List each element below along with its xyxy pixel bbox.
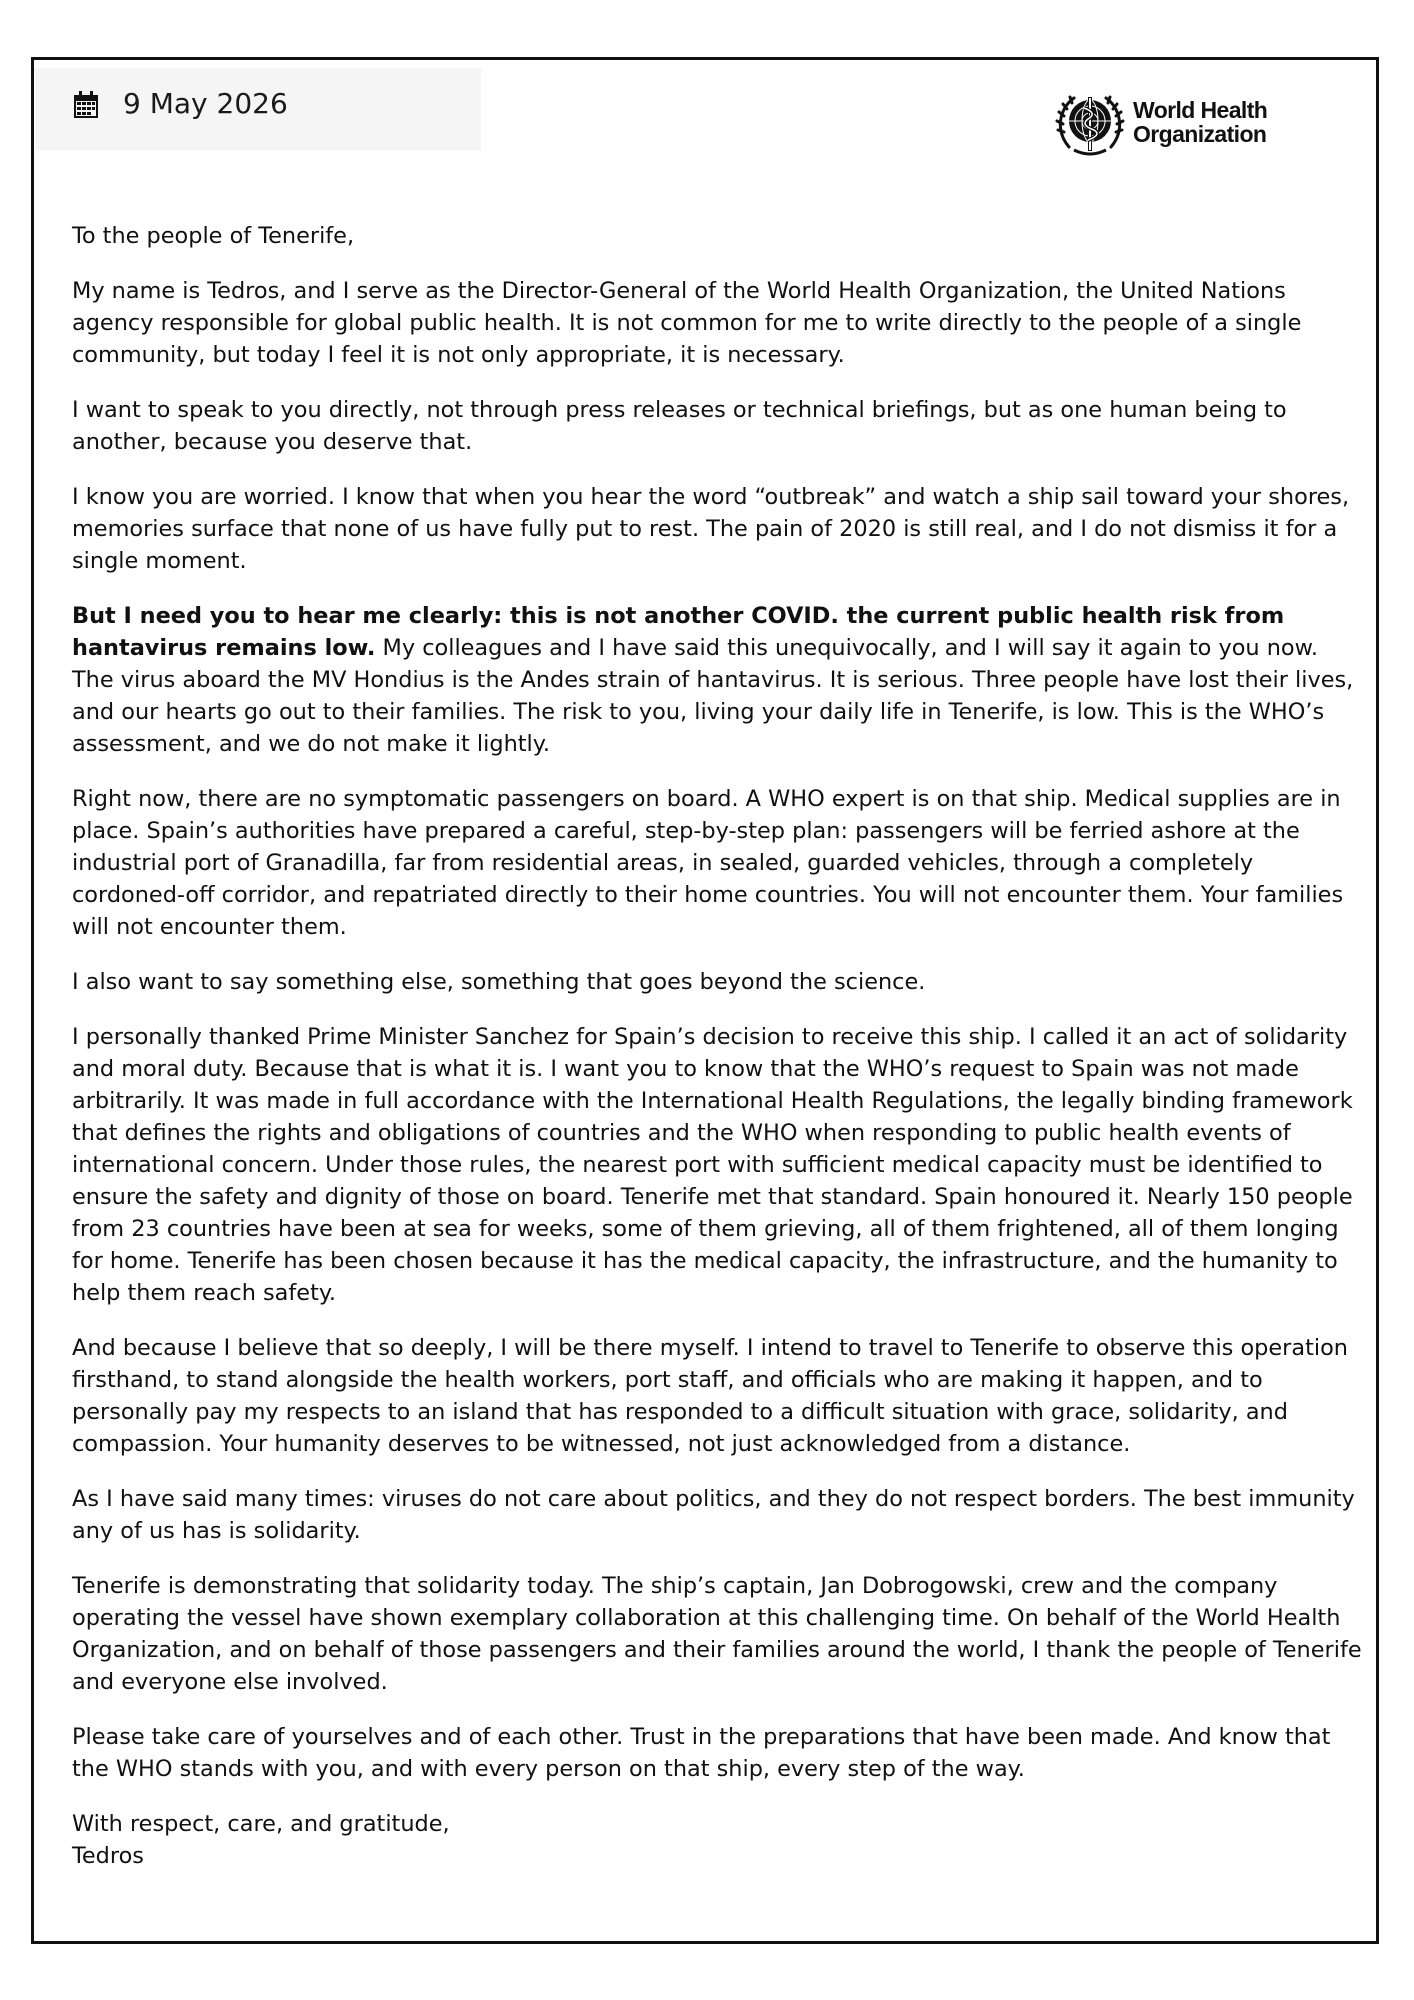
letter-body xyxy=(72,220,1362,1872)
who-wordmark-line1: World Health xyxy=(1133,97,1268,123)
paragraph-key-message xyxy=(72,600,1362,760)
paragraph: Tenerife is demonstrating that solidarity today. The ship’s captain, Jan Dobrogowski, crew and the company operating the vessel have shown exemplary collaboration at this challenging time. On behalf of the World Health Organization, and on behalf of those passengers and their families around the world, I thank the people of Tenerife and everyone else involved. xyxy=(72,1573,1362,1695)
paragraph: Right now, there are no symptomatic passengers on board. A WHO expert is on that ship. Medical supplies are in place. Spain’s authorities have prepared a careful, step-by-step plan: passengers will be ferried ashore at the industrial port of Granadilla, far from residential areas, in sealed, guarded vehicles, through a completely cordoned-off corridor, and repatriated directly to their home countries. You will not encounter them. Your families will not encounter them. xyxy=(72,786,1344,940)
paragraph: As I have said many times: viruses do not care about politics, and they do not respect borders. The best immunity any of us has is solidarity. xyxy=(72,1486,1355,1544)
salutation: To the people of Tenerife, xyxy=(72,223,355,249)
key-message-bold: But I need you to hear me clearly: this is not another COVID. the current public health risk from hantavirus remains low. xyxy=(72,603,1285,661)
date-box xyxy=(35,68,481,150)
sign-off xyxy=(72,1808,1362,1872)
paragraph: Please take care of yourselves and of each other. Trust in the preparations that have been made. And know that the WHO stands with you, and with every person on that ship, every step of the way. xyxy=(72,1724,1331,1782)
who-wordmark-line2: Organization xyxy=(1133,121,1267,147)
signature: Tedros xyxy=(72,1843,144,1869)
who-wordmark xyxy=(1133,98,1267,146)
closing: With respect, care, and gratitude, xyxy=(72,1811,450,1837)
who-logo xyxy=(1054,88,1284,160)
paragraph: And because I believe that so deeply, I will be there myself. I intend to travel to Tenerife to observe this operation firsthand, to stand alongside the health workers, port staff, and officials who are making it happen, and to personally pay my respects to an island that has responded to a difficult situation with grace, solidarity, and compassion. Your humanity deserves to be witnessed, not just acknowledged from a distance. xyxy=(72,1335,1348,1457)
letter-date: 9 May 2026 xyxy=(123,87,288,120)
who-emblem-icon xyxy=(1054,88,1126,160)
paragraph: My name is Tedros, and I serve as the Director-General of the World Health Organization, the United Nations agency responsible for global public health. It is not common for me to write directly to the people of a single community, but today I feel it is not only appropriate, it is necessary. xyxy=(72,278,1302,368)
calendar-icon xyxy=(73,91,99,119)
key-message-rest: My colleagues and I have said this unequivocally, and I will say it again to you now. The virus aboard the MV Hondius is the Andes strain of hantavirus. It is serious. Three people have lost their lives, and our hearts go out to their families. The risk to you, living your daily life in Tenerife, is low. This is the WHO’s assessment, and we do not make it lightly. xyxy=(72,635,1354,757)
paragraph: I want to speak to you directly, not through press releases or technical briefings, but as one human being to another, because you deserve that. xyxy=(72,397,1287,455)
paragraph: I know you are worried. I know that when you hear the word “outbreak” and watch a ship sail toward your shores, memories surface that none of us have fully put to rest. The pain of 2020 is still real, and I do not dismiss it for a single moment. xyxy=(72,484,1350,574)
paragraph: I also want to say something else, something that goes beyond the science. xyxy=(72,969,926,995)
paragraph: I personally thanked Prime Minister Sanchez for Spain’s decision to receive this ship. I called it an act of solidarity and moral duty. Because that is what it is. I want you to know that the WHO’s request to Spain was not made arbitrarily. It was made in full accordance with the International Health Regulations, the legally binding framework that defines the rights and obligations of countries and the WHO when responding to public health events of international concern. Under those rules, the nearest port with sufficient medical capacity must be identified to ensure the safety and dignity of those on board. Tenerife met that standard. Spain honoured it. Nearly 150 people from 23 countries have been at sea for weeks, some of them grieving, all of them frightened, all of them longing for home. Tenerife has been chosen because it has the medical capacity, the infrastructure, and the humanity to help them reach safety. xyxy=(72,1024,1353,1306)
